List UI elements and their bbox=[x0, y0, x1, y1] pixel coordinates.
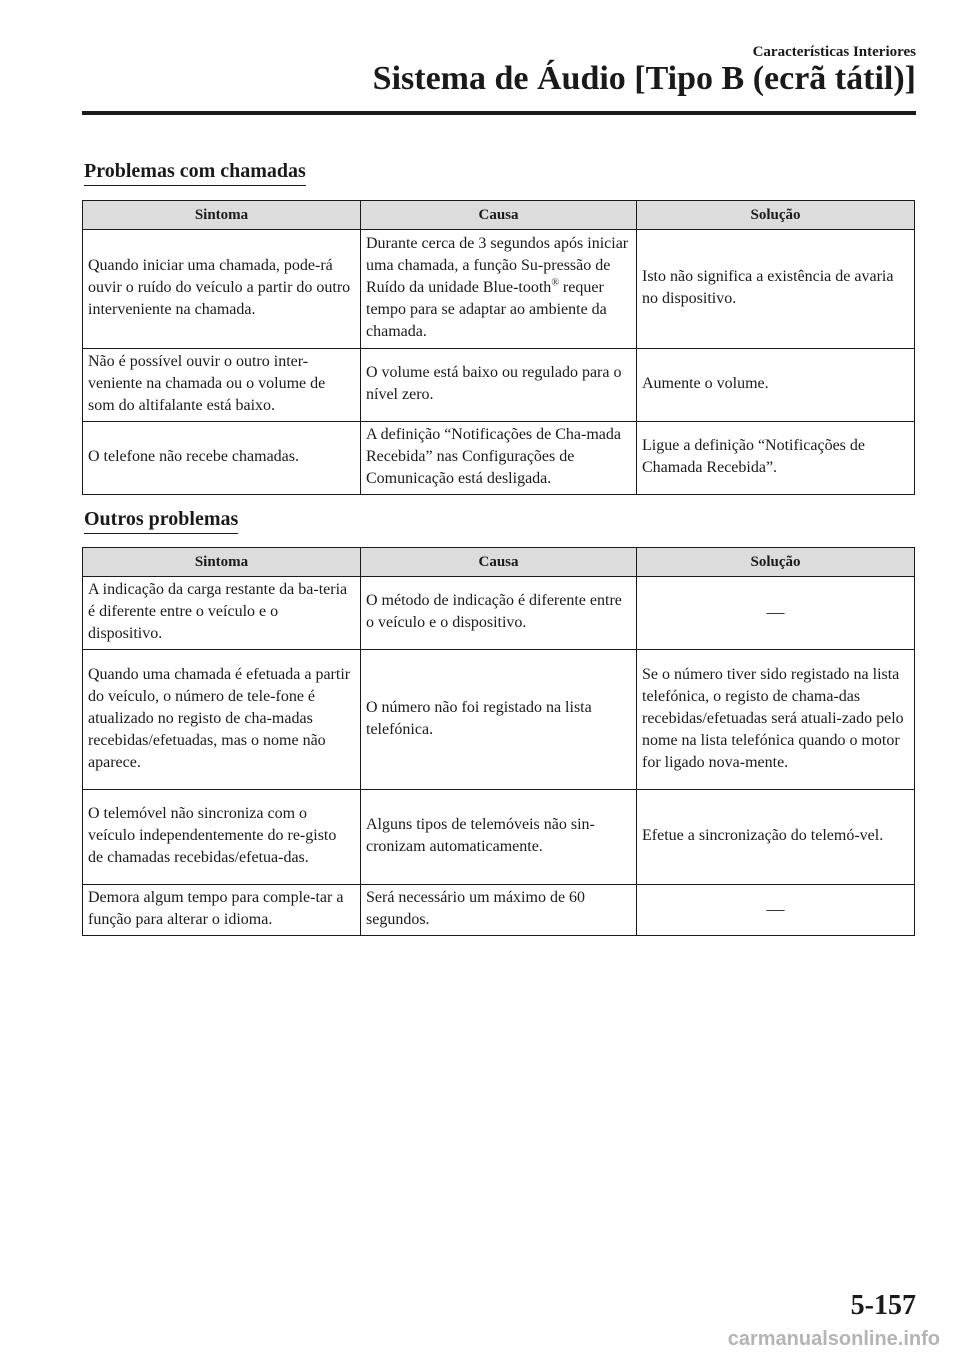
cause-cell: O número não foi registado na lista telefónica. bbox=[361, 650, 637, 790]
column-header-symptom: Sintoma bbox=[83, 548, 361, 577]
solution-cell: Ligue a definição “Notificações de Chamada Recebida”. bbox=[637, 422, 915, 495]
symptom-cell: Demora algum tempo para comple-tar a função para alterar o idioma. bbox=[83, 885, 361, 936]
cause-cell: O volume está baixo ou regulado para o nível zero. bbox=[361, 349, 637, 422]
symptom-cell: O telefone não recebe chamadas. bbox=[83, 422, 361, 495]
symptom-cell: Quando uma chamada é efetuada a partir do veículo, o número de tele-fone é atualizado no registo de cha-madas recebidas/efetuadas, mas o nome não aparece. bbox=[83, 650, 361, 790]
symptom-cell: O telemóvel não sincroniza com o veículo independentemente do re-gisto de chamadas recebidas/efetua-das. bbox=[83, 790, 361, 885]
registered-mark: ® bbox=[551, 277, 559, 289]
heading-other-problems: Outros problemas bbox=[84, 508, 238, 534]
solution-cell: Se o número tiver sido registado na lista telefónica, o registo de chama-das recebidas/efetuadas será atuali-zado pelo nome na lista telefónica quando o motor for ligado nova-mente. bbox=[637, 650, 915, 790]
column-header-cause: Causa bbox=[361, 548, 637, 577]
table-row bbox=[83, 422, 915, 495]
call-problems-table bbox=[82, 200, 915, 495]
solution-cell: Efetue a sincronização do telemó-vel. bbox=[637, 790, 915, 885]
table-row bbox=[83, 885, 915, 936]
table-header-row bbox=[83, 201, 915, 230]
heading-call-problems: Problemas com chamadas bbox=[84, 160, 306, 186]
solution-cell: — bbox=[637, 885, 915, 936]
column-header-symptom: Sintoma bbox=[83, 201, 361, 230]
solution-cell: Isto não significa a existência de avaria no dispositivo. bbox=[637, 230, 915, 349]
cause-cell bbox=[361, 230, 637, 349]
symptom-cell: Não é possível ouvir o outro inter-veniente na chamada ou o volume de som do altifalante está baixo. bbox=[83, 349, 361, 422]
solution-cell: — bbox=[637, 577, 915, 650]
header-divider bbox=[82, 111, 916, 115]
page-number: 5-157 bbox=[850, 1290, 916, 1321]
table-row bbox=[83, 577, 915, 650]
cause-cell: A definição “Notificações de Cha-mada Recebida” nas Configurações de Comunicação está desligada. bbox=[361, 422, 637, 495]
table-row bbox=[83, 790, 915, 885]
column-header-solution: Solução bbox=[637, 548, 915, 577]
table-row bbox=[83, 349, 915, 422]
section-label: Características Interiores bbox=[752, 44, 916, 60]
page-title: Sistema de Áudio [Tipo B (ecrã tátil)] bbox=[372, 60, 916, 97]
cause-text-continued: requer tempo para se adaptar ao ambiente da chamada. bbox=[366, 279, 607, 340]
other-problems-table bbox=[82, 547, 915, 936]
cause-text: Durante cerca de 3 segundos após iniciar uma chamada, a função Su-pressão de Ruído da unidade Blue-tooth bbox=[366, 235, 629, 296]
column-header-solution: Solução bbox=[637, 201, 915, 230]
cause-cell: Será necessário um máximo de 60 segundos. bbox=[361, 885, 637, 936]
column-header-cause: Causa bbox=[361, 201, 637, 230]
table-header-row bbox=[83, 548, 915, 577]
symptom-cell: Quando iniciar uma chamada, pode-rá ouvir o ruído do veículo a partir do outro interveniente na chamada. bbox=[83, 230, 361, 349]
solution-cell: Aumente o volume. bbox=[637, 349, 915, 422]
watermark: carmanualsonline.info bbox=[727, 1328, 940, 1350]
cause-cell: Alguns tipos de telemóveis não sin-cronizam automaticamente. bbox=[361, 790, 637, 885]
table-row bbox=[83, 230, 915, 349]
symptom-cell: A indicação da carga restante da ba-teria é diferente entre o veículo e o dispositivo. bbox=[83, 577, 361, 650]
cause-cell: O método de indicação é diferente entre o veículo e o dispositivo. bbox=[361, 577, 637, 650]
table-row bbox=[83, 650, 915, 790]
